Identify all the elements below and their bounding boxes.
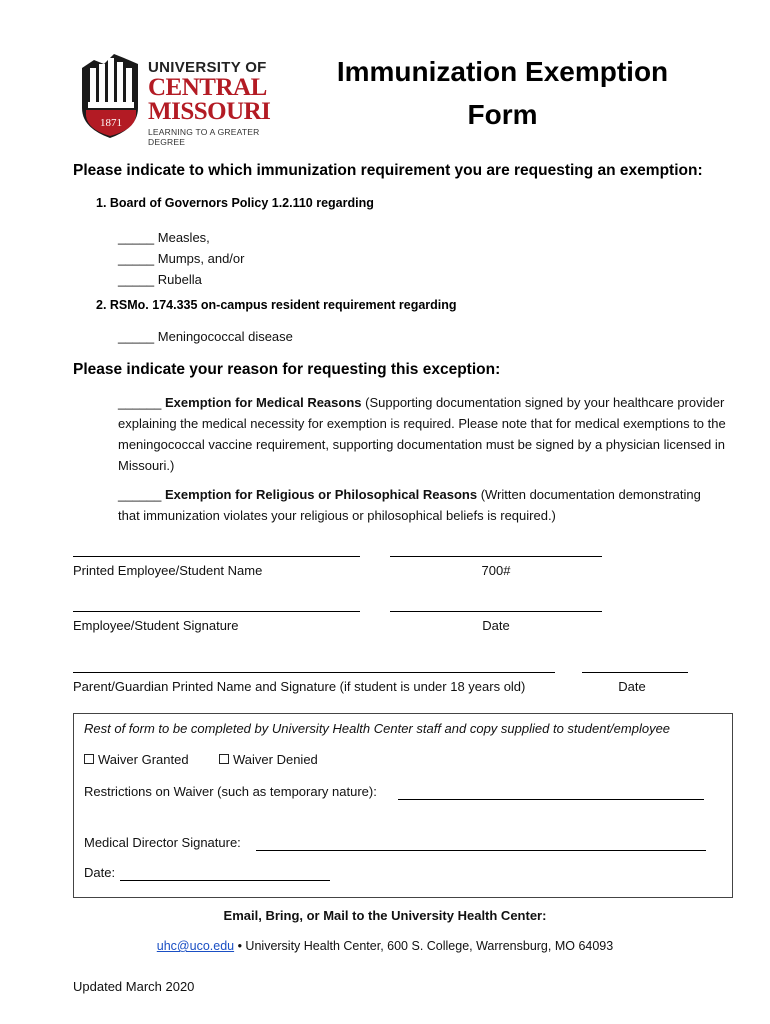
- signature-label: Employee/Student Signature: [73, 618, 239, 633]
- logo-line-2: CENTRAL: [148, 74, 267, 101]
- page-title: [300, 50, 705, 136]
- option-meningococcal: _____ Meningococcal disease: [118, 329, 293, 344]
- seal-year: 1871: [100, 117, 122, 129]
- title-line-2: Form: [467, 99, 538, 130]
- religious-label: Exemption for Religious or Philosophical Reasons: [165, 487, 478, 502]
- waiver-denied-option[interactable]: [219, 752, 318, 767]
- staff-date-line[interactable]: [120, 880, 330, 881]
- religious-exemption: [118, 484, 718, 526]
- staff-date-label: Date:: [84, 865, 116, 880]
- option-measles: _____ Measles,: [118, 230, 210, 245]
- date-line-1[interactable]: [390, 611, 602, 612]
- religious-text: (Written documentation demonstrating that immunization violates your religious or philosophical beliefs is required.): [118, 487, 701, 523]
- signature-line[interactable]: [73, 611, 360, 612]
- policy-1-options: [118, 227, 244, 290]
- date-label-1: Date: [482, 618, 510, 633]
- medical-text: (Supporting documentation signed by your healthcare provider explaining the medical necessity for exemption is required. Please note that for medical exemptions to the meningococcal vaccine requirement, supporting documentation must be signed by a physician licensed in Missouri.): [118, 395, 726, 473]
- staff-section-box: [73, 713, 733, 898]
- address-text: • University Health Center, 600 S. College, Warrensburg, MO 64093: [234, 939, 614, 953]
- waiver-denied-checkbox[interactable]: [219, 754, 229, 764]
- waiver-granted-checkbox[interactable]: [84, 754, 94, 764]
- option-rubella: _____ Rubella: [118, 272, 202, 287]
- printed-name-line[interactable]: [73, 556, 360, 557]
- medical-blank: ______: [118, 395, 162, 410]
- id-number-label: 700#: [481, 563, 511, 578]
- id-number-line[interactable]: [390, 556, 602, 557]
- policy-item-2: 2. RSMo. 174.335 on-campus resident requirement regarding: [96, 298, 457, 312]
- logo-tagline: LEARNING TO A GREATER DEGREE: [148, 127, 260, 147]
- policy-item-1: 1. Board of Governors Policy 1.2.110 regarding: [96, 196, 374, 210]
- date-label-2: Date: [618, 679, 646, 694]
- medical-exemption: [118, 392, 728, 476]
- contact-info: [0, 939, 770, 953]
- date-line-2[interactable]: [582, 672, 688, 673]
- section2-heading: Please indicate your reason for requesting this exception:: [73, 361, 501, 378]
- director-signature-line[interactable]: [256, 850, 706, 851]
- section1-heading: Please indicate to which immunization requirement you are requesting an exemption:: [73, 162, 703, 179]
- director-signature-label: Medical Director Signature:: [84, 835, 241, 850]
- logo-line-1: UNIVERSITY OF: [148, 59, 267, 76]
- updated-date: Updated March 2020: [73, 979, 195, 994]
- restrictions-label: Restrictions on Waiver (such as temporary nature):: [84, 784, 377, 799]
- staff-box-header: Rest of form to be completed by University Health Center staff and copy supplied to student/employee: [84, 721, 671, 736]
- waiver-denied-label: Waiver Denied: [233, 752, 318, 767]
- waiver-granted-option[interactable]: [84, 752, 189, 767]
- medical-label: Exemption for Medical Reasons: [165, 395, 362, 410]
- title-line-1: Immunization Exemption: [336, 56, 669, 87]
- contact-heading: Email, Bring, or Mail to the University Health Center:: [223, 908, 547, 923]
- parent-signature-label: Parent/Guardian Printed Name and Signature (if student is under 18 years old): [73, 679, 526, 694]
- logo-line-3: MISSOURI: [148, 98, 271, 125]
- parent-signature-line[interactable]: [73, 672, 555, 673]
- option-mumps: _____ Mumps, and/or: [118, 251, 245, 266]
- religious-blank: ______: [118, 487, 162, 502]
- email-link[interactable]: uhc@uco.edu: [156, 939, 235, 953]
- waiver-granted-label: Waiver Granted: [98, 752, 189, 767]
- restrictions-line[interactable]: [398, 799, 704, 800]
- printed-name-label: Printed Employee/Student Name: [73, 563, 263, 578]
- university-seal-icon: [80, 50, 142, 140]
- university-logo: [80, 50, 280, 147]
